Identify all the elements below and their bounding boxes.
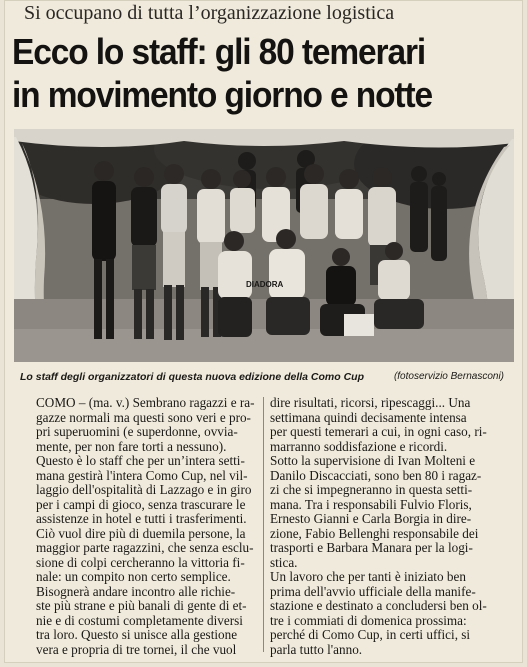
article-line: trasporti e Barbara Manara per la logi- — [270, 540, 473, 555]
article-line: parla tutto l'anno. — [270, 641, 363, 657]
article-line: mana. Tra i responsabili Fulvio Floris, — [270, 496, 472, 512]
kicker: Si occupano di tutta l’organizzazione logistica — [24, 2, 395, 24]
article-line: nie e di costumi completamente diversi — [36, 612, 243, 628]
article-line: Questo è lo staff che per un’intera setti- — [36, 453, 245, 468]
article-line: marranno soddisfazione e ricordi. — [270, 438, 448, 454]
article-line: ste più strane e più banali di gente di et- — [36, 598, 247, 613]
article-line: maggior parte ragazzini, che senza esclu- — [36, 540, 254, 555]
photo-caption — [20, 370, 518, 384]
article-line: Ernesto Gianni e Carla Borgia in dire- — [270, 511, 472, 526]
headline — [12, 30, 482, 116]
article-line: Danilo Discacciati, sono ben 80 i ragaz- — [270, 467, 482, 483]
article-line: COMO – (ma. v.) Sembrano ragazzi e ra- — [36, 395, 255, 410]
article-line: nale: un compito non certo semplice. — [36, 569, 231, 584]
article-line: perché di Como Cup, in certi uffici, si — [270, 627, 471, 642]
article-line: pri superuomini (e superdonne, ovvia- — [36, 424, 238, 439]
article-line: Bisognerà andare incontro alle richie- — [36, 583, 236, 599]
article-line: sione di colpi cercheranno la vittoria fi- — [36, 554, 245, 570]
article-line: Ciò vuol dire più di duemila persone, la — [36, 525, 246, 541]
article-line: gazze normali ma questi sono veri e pro- — [36, 409, 251, 425]
article-line: stazione e destinato a concludersi ben ol- — [270, 598, 487, 613]
article-column-2 — [270, 396, 518, 657]
article-line: Sotto la supervisione di Ivan Molteni e — [270, 453, 476, 468]
article-line: settimana quindi decisamente intensa — [270, 409, 467, 425]
article-line: laggio dell'ospitalità di Lazzago e in giro — [36, 482, 252, 497]
article-column-1 — [36, 396, 262, 657]
article-line: mente, per non fare torti a nessuno). — [36, 438, 227, 454]
article-line: prima dell'avvio ufficiale della manife- — [270, 583, 476, 599]
column-divider — [263, 397, 264, 652]
photo-banner-text: DIADORA — [246, 280, 284, 289]
newspaper-clipping — [4, 0, 523, 663]
article-line: per i campi di gioco, senza trascurare le — [36, 496, 246, 512]
article-line: zione, Fabio Bellenghi responsabile dei — [270, 525, 479, 541]
caption-text: Lo staff degli organizzatori di questa nuova edizione della Como Cup — [20, 371, 365, 383]
article-line: tra loro. Questo si unisce alla gestione — [36, 627, 238, 642]
article-line: dire risultati, ricorsi, ripescaggi... Una — [270, 395, 471, 410]
article-line: per questi temerari a cui, in ogni caso, ri- — [270, 424, 487, 439]
article-line: tre i commiati di domenica prossima: — [270, 612, 467, 628]
article-line: Un lavoro che per tanti è iniziato ben — [270, 569, 466, 584]
article-line: assistenze in hotel e tutti i trasferimenti. — [36, 511, 247, 526]
staff-photo — [14, 129, 514, 362]
headline-line-1: Ecco lo staff: gli 80 temerari — [12, 31, 426, 72]
staff-group-photo — [14, 129, 514, 362]
article-line: mana gestirà l'intera Como Cup, nel vil- — [36, 467, 248, 483]
article-line: stica. — [270, 554, 298, 570]
headline-line-2: in movimento giorno e notte — [12, 74, 432, 115]
photo-credit: (fotoservizio Bernasconi) — [393, 371, 504, 382]
article-line: vera e propria di tre tornei, il che vuol — [36, 641, 237, 657]
article-line: zi che si impegneranno in questa setti- — [270, 482, 473, 497]
